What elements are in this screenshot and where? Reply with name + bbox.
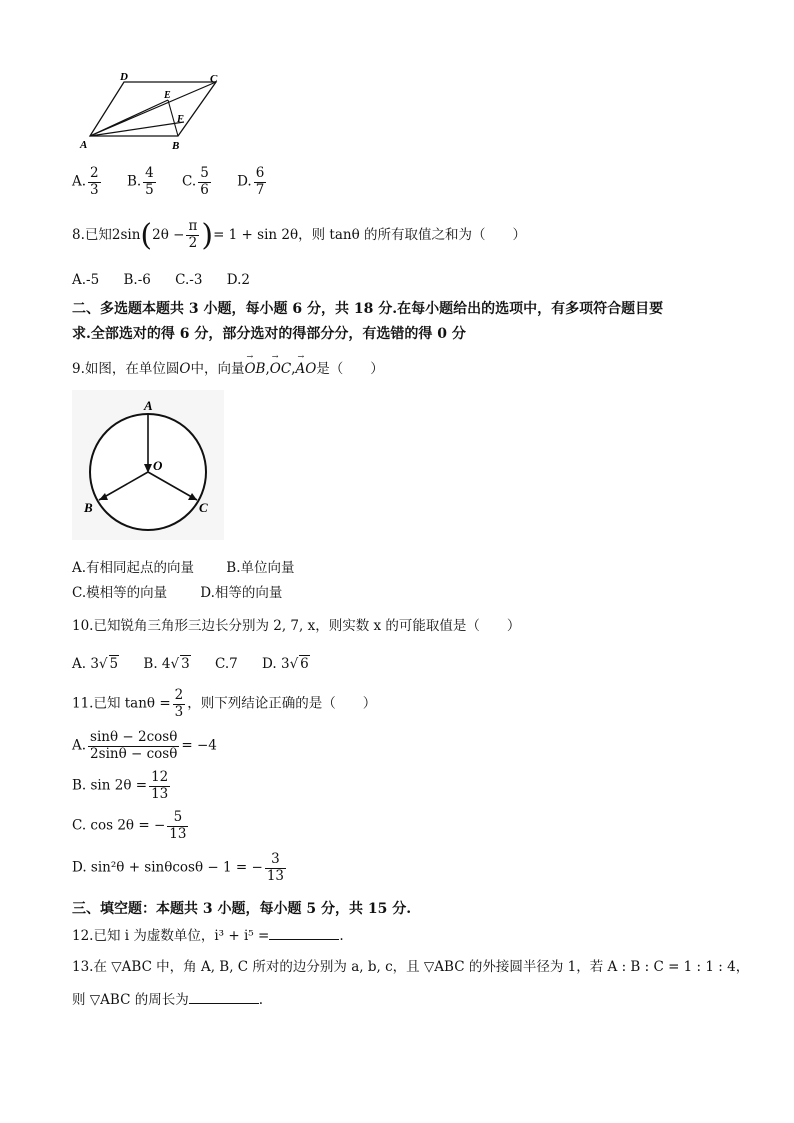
q7-option-d: D. $\frac{6}{7}$ [237,165,265,198]
q11-option-c: C. cos 2θ = − $\frac{5}{13}$ [72,809,187,842]
q11-stem: 11.已知 tanθ = $\frac{2}{3}$ ，则下列结论正确的是（ ） [72,687,377,720]
label-c: C [199,500,208,515]
section2-heading-line1: 二、多选题本题共 3 小题，每小题 6 分，共 18 分.在每小题给出的选项中，有多项符合题目要 [72,301,664,317]
label-f: F [177,114,184,125]
q10-options [72,655,330,672]
q11-option-d: D. sin²θ + sinθcosθ − 1 = − $\frac{3}{13}$ [72,851,284,884]
label-d: D [120,71,128,83]
q7-option-c: C. $\frac{5}{6}$ [182,165,209,198]
q10-option-a: A. 3√ 5 [72,656,119,672]
q12-stem: 12.已知 i 为虚数单位，i³ + i⁵ = . [72,928,344,944]
q13-answer-blank[interactable] [189,991,259,1004]
q13-stem-line1: 13.在 ▽ABC 中，角 A, B, C 所对的边分别为 a, b, c，且 ▽ABC 的外接圆半径为 1，若 A : B : C = 1 : 1 : 4， [72,959,750,975]
label-a: A [80,139,88,151]
label-e: E [164,90,171,101]
q10-option-d: D. 3√ 6 [262,656,309,672]
q7-option-b: B. $\frac{4}{5}$ [126,165,154,198]
q8-stem: 8.已知2sin(2θ − $\frac{\pi}{2}$ )= 1 + sin 2θ，则 tanθ 的所有取值之和为（ ） [72,218,526,253]
q7-options [72,166,288,198]
q7-option-a: A. $\frac{2}{3}$ [72,165,99,198]
q8-options [72,272,270,288]
q8-option-d: D.2 [226,272,250,288]
q9-options-row2 [72,581,282,601]
label-b: B [84,500,93,515]
label-b: B [172,140,180,152]
unit-circle-figure [72,390,224,540]
section2-heading-line2: 求.全部选对的得 6 分，部分选对的得部分分，有选错的得 0 分 [72,326,466,342]
q8-option-a: A.-5 [72,272,100,288]
q9-option-d: D.相等的向量 [200,585,283,601]
q9-options-row1 [72,556,295,576]
label-o: O [153,458,163,473]
q11-option-b: B. sin 2θ = $\frac{12}{13}$ [72,769,169,802]
q9-option-b: B.单位向量 [226,560,295,576]
q8-option-c: C.-3 [175,272,203,288]
q9-stem: 9.如图，在单位圆O中，向量→ OB,→ OC,→ AO是（ ） [72,357,384,377]
q12-answer-blank[interactable] [269,927,339,940]
label-a: A [144,398,153,413]
q8-option-b: B.-6 [123,272,151,288]
parallelogram-figure [70,70,230,160]
section3-heading: 三、填空题：本题共 3 小题，每小题 5 分，共 15 分. [72,901,412,917]
q11-option-a: A. $\frac{\sin\theta - 2\cos\theta}{2\sin\theta - \cos\theta}$ = −4 [72,729,217,762]
q10-stem: 10.已知锐角三角形三边长分别为 2, 7, x，则实数 x 的可能取值是（ ） [72,618,521,634]
q9-option-c: C.模相等的向量 [72,585,168,601]
q9-option-a: A.有相同起点的向量 [72,560,195,576]
q10-option-c: C.7 [215,656,238,672]
q13-stem-line2: 则 ▽ABC 的周长为 . [72,992,264,1008]
q10-option-b: B. 4√ 3 [143,656,190,672]
label-c: C [210,73,218,85]
